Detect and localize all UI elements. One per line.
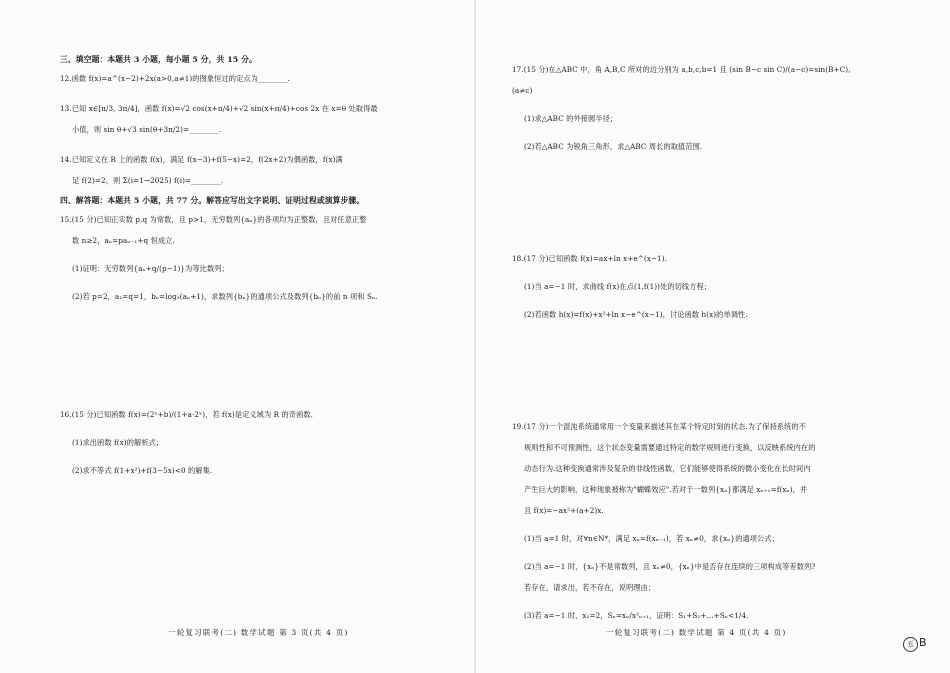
q19-part2-line1: (2)当 a=−1 时，{xₙ}不是常数列，且 xₙ≠0，{xₙ}中是否存在连续的三项构成等差数列? xyxy=(524,562,816,571)
section3-heading: 三、填空题：本题共 3 小题，每小题 5 分，共 15 分。 xyxy=(60,55,257,64)
q17-line2: (a≠c) xyxy=(512,86,533,95)
left-page xyxy=(60,48,448,485)
q19-line1: 19.(17 分)一个混沌系统通常用一个变量来描述其在某个特定时刻的状态.为了保持系统的不 xyxy=(512,422,807,431)
question-15 xyxy=(60,214,448,302)
q13-line1: 13.已知 x∈[π/3, 3π/4]，函数 f(x)=√2 cos(x+π/4)+√2 sin(x+π/4)+cos 2x 在 x=θ 处取得最 xyxy=(60,104,378,113)
q19-line3: 动态行为.这种变换通常涉及复杂的非线性函数，它们能够使得系统的微小变化在长时间内 xyxy=(524,464,811,473)
right-page-footer: 一轮复习联考(二) 数学试题 第 4 页(共 4 页) xyxy=(606,628,787,637)
right-page xyxy=(512,64,894,630)
question-16 xyxy=(60,409,448,476)
q19-line2: 规则性和不可预测性，这个状态变量需要通过特定的数学规则进行变换，以反映系统内在的 xyxy=(524,443,816,452)
q19-part2-line2: 若存在，请求出，若不存在，说明理由； xyxy=(524,583,656,592)
q15-part2: (2)若 p=2，a₁=q=1，bₙ=log₂(aₙ+1)，求数列{bₙ}的通项公式及数列{bₙ}的前 n 项和 Sₙ. xyxy=(72,292,378,301)
question-12 xyxy=(60,73,448,84)
version-circle-mark: 五 xyxy=(903,637,918,652)
q16-part2: (2)求不等式 f(1+x²)+f(3−5x)<0 的解集. xyxy=(72,466,213,475)
q16-part1: (1)求出函数 f(x)的解析式； xyxy=(72,438,164,447)
q19-part3: (3)若 a=−1 时，x₁=2，Sₙ=xₙ/x²ₙ₊₁，证明：S₁+S₂+…+Sₙ<1/4. xyxy=(524,611,749,620)
q18-part2: (2)若函数 h(x)=f(x)+x²+ln x−e^(x−1)，讨论函数 h(x)的单调性. xyxy=(524,310,748,319)
q19-line4: 产生巨大的影响，这种现象被称为"蝴蝶效应".若对于一数列{xₙ}都满足 xₙ₊₁=f(xₙ)，并 xyxy=(524,485,808,494)
q17-part2: (2)若△ABC 为锐角三角形，求△ABC 周长的取值范围. xyxy=(524,142,703,151)
q13-line2: 小值，则 sin θ+√3 sin(θ+3π/2)=________. xyxy=(72,125,222,134)
question-19 xyxy=(512,421,894,621)
question-14 xyxy=(60,154,448,186)
q15-part1: (1)证明：无穷数列{aₙ+q/(p−1)}为等比数列； xyxy=(72,264,229,273)
q14-line2: 足 f(2)=2，则 Σ(i=1→2025) f(i)=________. xyxy=(72,176,224,185)
question-18 xyxy=(512,253,894,320)
q15-line1: 15.(15 分)已知正实数 p,q 为常数，且 p>1，无穷数列{aₙ}的各项均为正整数，且对任意正整 xyxy=(60,215,367,224)
q18-part1: (1)当 a=−1 时，求曲线 f(x)在点(1,f(1))处的切线方程； xyxy=(524,282,712,291)
q19-line5: 且 f(x)=−ax²+(a+2)x. xyxy=(524,506,604,515)
page-fold xyxy=(474,0,476,673)
q19-part1: (1)当 a=1 时，对∀n∈N*，满足 xₙ=f(xₙ₋₁)，若 xₙ≠0，求{xₙ}的通项公式； xyxy=(524,534,779,543)
section4-heading: 四、解答题：本题共 5 小题，共 77 分。解答应写出文字说明、证明过程或演算步骤。 xyxy=(60,196,365,205)
version-letter-mark: B xyxy=(919,636,927,649)
question-17 xyxy=(512,64,894,152)
q15-line2: 数 n≥2，aₙ=paₙ₋₁+q 恒成立. xyxy=(72,236,175,245)
left-page-footer: 一轮复习联考(二) 数学试题 第 3 页(共 4 页) xyxy=(168,628,349,637)
q17-line1: 17.(15 分)在△ABC 中，角 A,B,C 所对的边分别为 a,b,c,b=1 且 (sin B−c sin C)/(a−c)=sin(B+C), xyxy=(512,65,851,74)
q12-text: 12.函数 f(x)=a^(x−2)+2x(a>0,a≠1)的图象恒过的定点为________. xyxy=(60,74,290,83)
q14-line1: 14.已知定义在 R 上的函数 f(x)，满足 f(x−3)+f(5−x)=2，f(2x+2)为偶函数，f(x)满 xyxy=(60,155,343,164)
question-13 xyxy=(60,103,448,135)
q16-line1: 16.(15 分)已知函数 f(x)=(2ˣ+b)/(1+a·2ˣ)，若 f(x)是定义域为 R 的奇函数. xyxy=(60,410,314,419)
q17-part1: (1)求△ABC 的外接圆半径； xyxy=(524,114,618,123)
q18-line1: 18.(17 分)已知函数 f(x)=ax+ln x+e^(x−1). xyxy=(512,254,668,263)
